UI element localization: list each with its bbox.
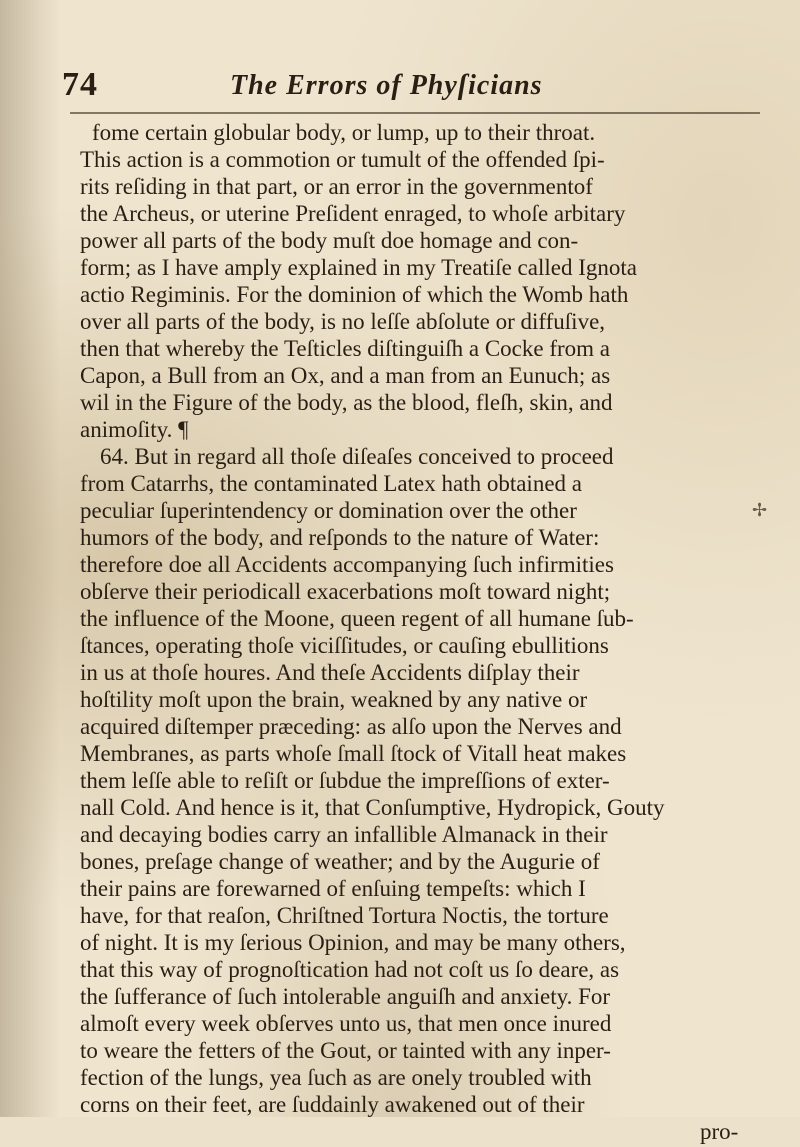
text-line: almoſt every week obſerves unto us, that men once inured <box>80 1011 612 1036</box>
header-rule <box>70 112 760 114</box>
text-line: animoſity. ¶ <box>80 417 189 442</box>
text-line: rits reſiding in that part, or an error in the governmentof <box>80 174 593 199</box>
text-line: then that whereby the Teſticles diſtinguiſh a Cocke from a <box>80 336 611 361</box>
text-line: and decaying bodies carry an infallible Almanack in their <box>80 822 608 847</box>
text-line: This action is a commotion or tumult of the offended ſpi- <box>80 147 605 172</box>
text-line: of night. It is my ſerious Opinion, and may be many others, <box>80 930 626 955</box>
margin-mark-icon: ✢ <box>752 500 768 520</box>
text-line: humors of the body, and reſponds to the nature of Water: <box>80 525 600 550</box>
text-line: form; as I have amply explained in my Treatiſe called Ignota <box>80 255 637 280</box>
text-line: obſerve their periodicall exacerbations moſt toward night; <box>80 579 611 604</box>
text-line: over all parts of the body, is no leſſe abſolute or diffuſive, <box>80 309 606 334</box>
text-line: Capon, a Bull from an Ox, and a man from an Eunuch; as <box>80 363 611 388</box>
catchword: pro- <box>700 1119 739 1144</box>
text-line: Membranes, as parts whoſe ſmall ſtock of Vitall heat makes <box>80 741 627 766</box>
text-line: fection of the lungs, yea ſuch as are onely troubled with <box>80 1065 592 1090</box>
text-line: corns on their feet, are ſuddainly awakened out of their <box>80 1092 585 1117</box>
text-line: to weare the fetters of the Gout, or tainted with any inper- <box>80 1038 611 1063</box>
text-line: have, for that reaſon, Chriſtned Tortura Noctis, the torture <box>80 903 609 928</box>
page-number: 74 <box>62 66 98 103</box>
text-line: in us at thoſe houres. And theſe Accidents diſplay their <box>80 660 580 685</box>
text-line: wil in the Figure of the body, as the blood, fleſh, skin, and <box>80 390 613 415</box>
text-line: the ſufferance of ſuch intolerable anguiſh and anxiety. For <box>80 984 611 1009</box>
text-line: acquired diſtemper præceding: as alſo upon the Nerves and <box>80 714 622 739</box>
text-line: hoſtility moſt upon the brain, weakned by any native or <box>80 687 588 712</box>
text-line: bones, preſage change of weather; and by the Augurie of <box>80 849 600 874</box>
running-head: The Errors of Phyſicians <box>230 70 543 101</box>
text-line: power all parts of the body muſt doe homage and con- <box>80 228 579 253</box>
text-line: them leſſe able to reſiſt or ſubdue the impreſſions of exter- <box>80 768 610 793</box>
text-line: the influence of the Moone, queen regent of all humane ſub- <box>80 606 634 631</box>
text-line: actio Regiminis. For the dominion of which the Womb hath <box>80 282 629 307</box>
binding-shadow <box>0 0 60 1117</box>
text-line: the Archeus, or uterine Preſident enraged, to whoſe arbitary <box>80 201 626 226</box>
text-line: therefore doe all Accidents accompanying ſuch infirmities <box>80 552 614 577</box>
text-line: ſtances, operating thoſe viciſſitudes, or cauſing ebullitions <box>80 633 609 658</box>
page-header <box>0 60 800 116</box>
text-line: nall Cold. And hence is it, that Conſumptive, Hydropick, Gouty <box>80 795 665 820</box>
text-line: their pains are forewarned of enſuing tempeſts: which I <box>80 876 586 901</box>
text-line: 64. But in regard all thoſe diſeaſes conceived to proceed <box>100 444 614 469</box>
text-line: that this way of prognoſtication had not coſt us ſo deare, as <box>80 957 620 982</box>
text-line: peculiar ſuperintendency or domination over the other <box>80 498 577 523</box>
text-line: fome certain globular body, or lump, up to their throat. <box>92 120 596 145</box>
text-line: from Catarrhs, the contaminated Latex hath obtained a <box>80 471 582 496</box>
